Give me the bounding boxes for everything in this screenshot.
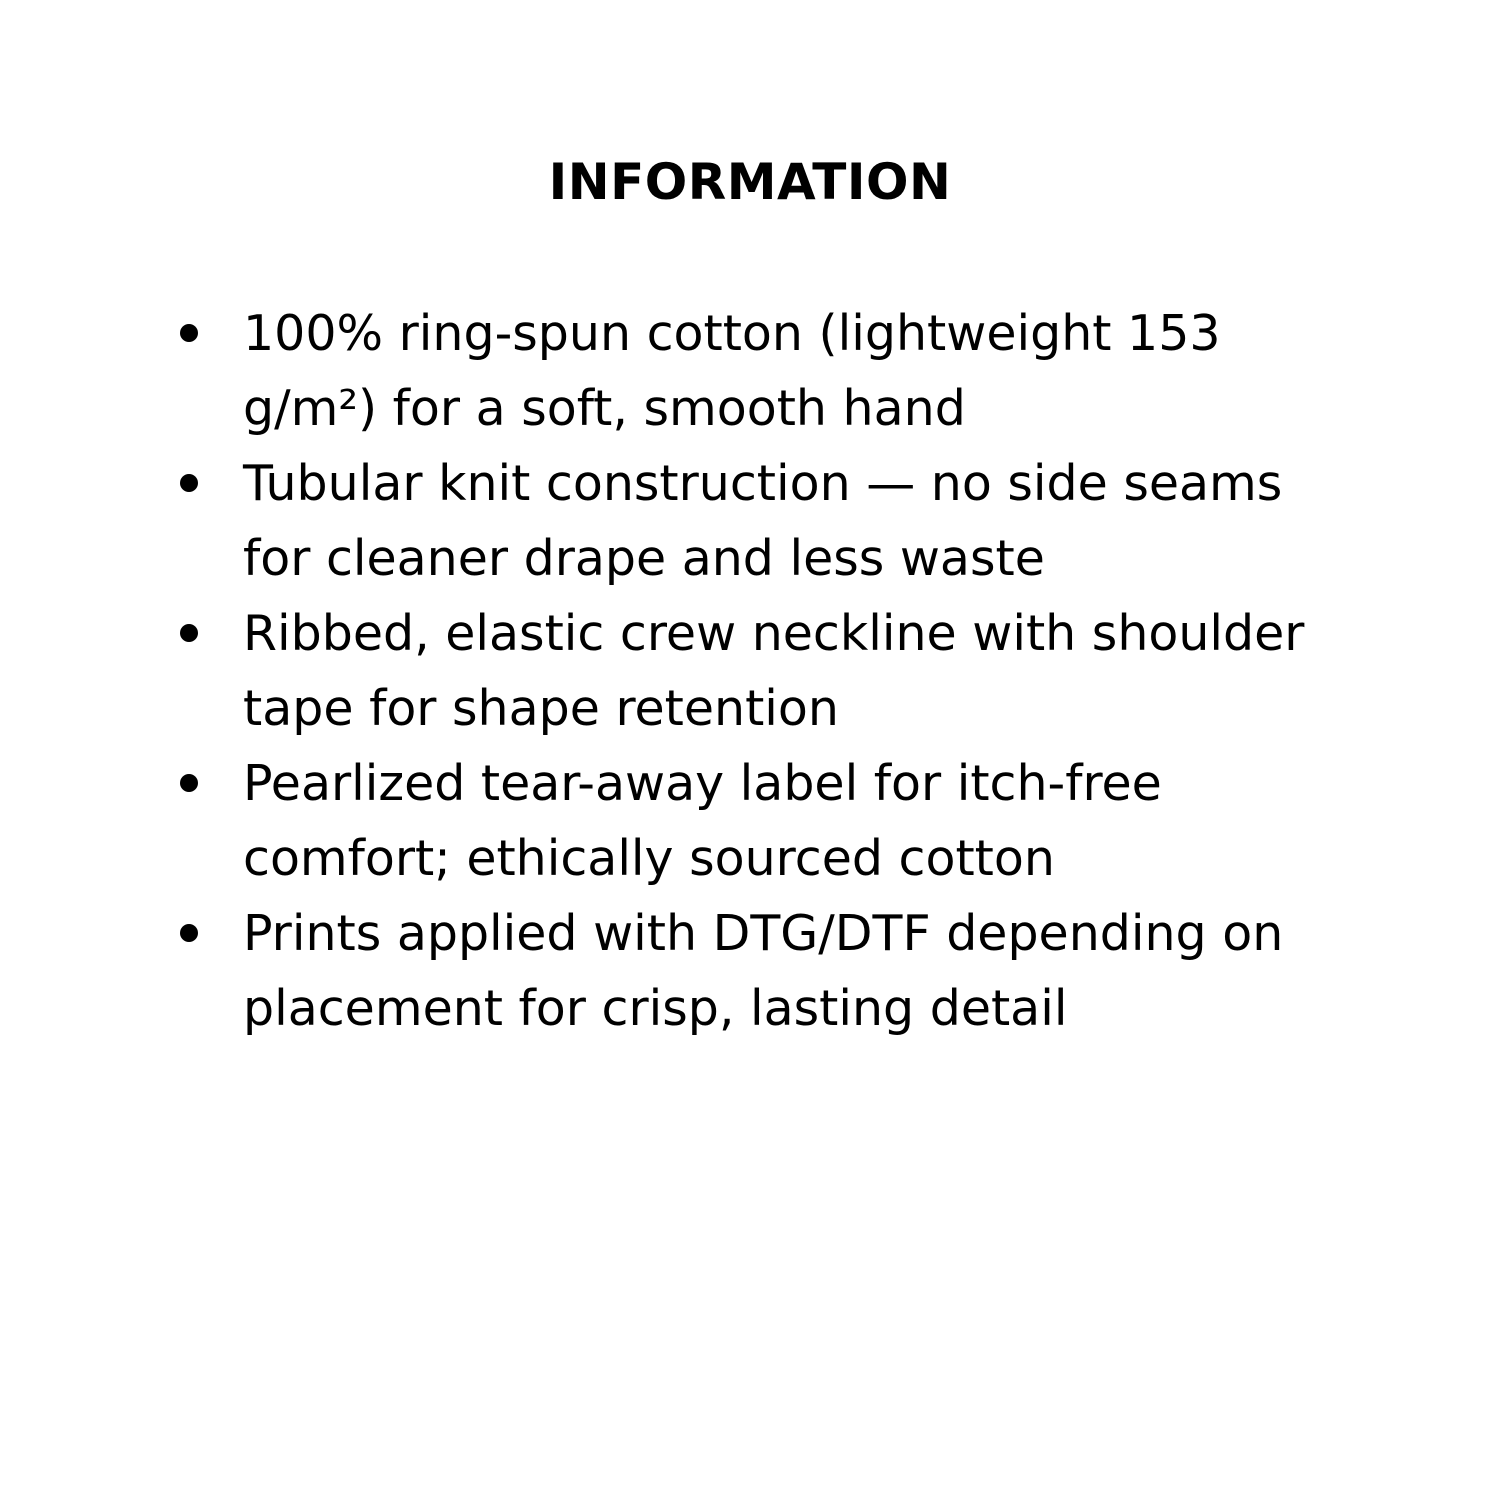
list-item bbox=[180, 896, 1340, 1046]
list-item bbox=[180, 446, 1340, 596]
bullet-icon bbox=[180, 324, 198, 342]
information-list bbox=[180, 296, 1340, 1046]
list-item-text: Pearlized tear-away label for itch-free comfort; ethically sourced cotton bbox=[243, 755, 1162, 887]
list-item bbox=[180, 596, 1340, 746]
list-item-text: Ribbed, elastic crew neckline with shoulder tape for shape retention bbox=[243, 605, 1305, 737]
list-item bbox=[180, 296, 1340, 446]
bullet-icon bbox=[180, 774, 198, 792]
list-item-text: Prints applied with DTG/DTF depending on placement for crisp, lasting detail bbox=[243, 905, 1284, 1037]
list-item-text: Tubular knit construction — no side seams for cleaner drape and less waste bbox=[243, 455, 1283, 587]
list-item bbox=[180, 746, 1340, 896]
bullet-icon bbox=[180, 624, 198, 642]
bullet-icon bbox=[180, 474, 198, 492]
list-item-text: 100% ring-spun cotton (lightweight 153 g/m²) for a soft, smooth hand bbox=[243, 305, 1221, 437]
page-title: INFORMATION bbox=[548, 153, 952, 211]
bullet-icon bbox=[180, 924, 198, 942]
